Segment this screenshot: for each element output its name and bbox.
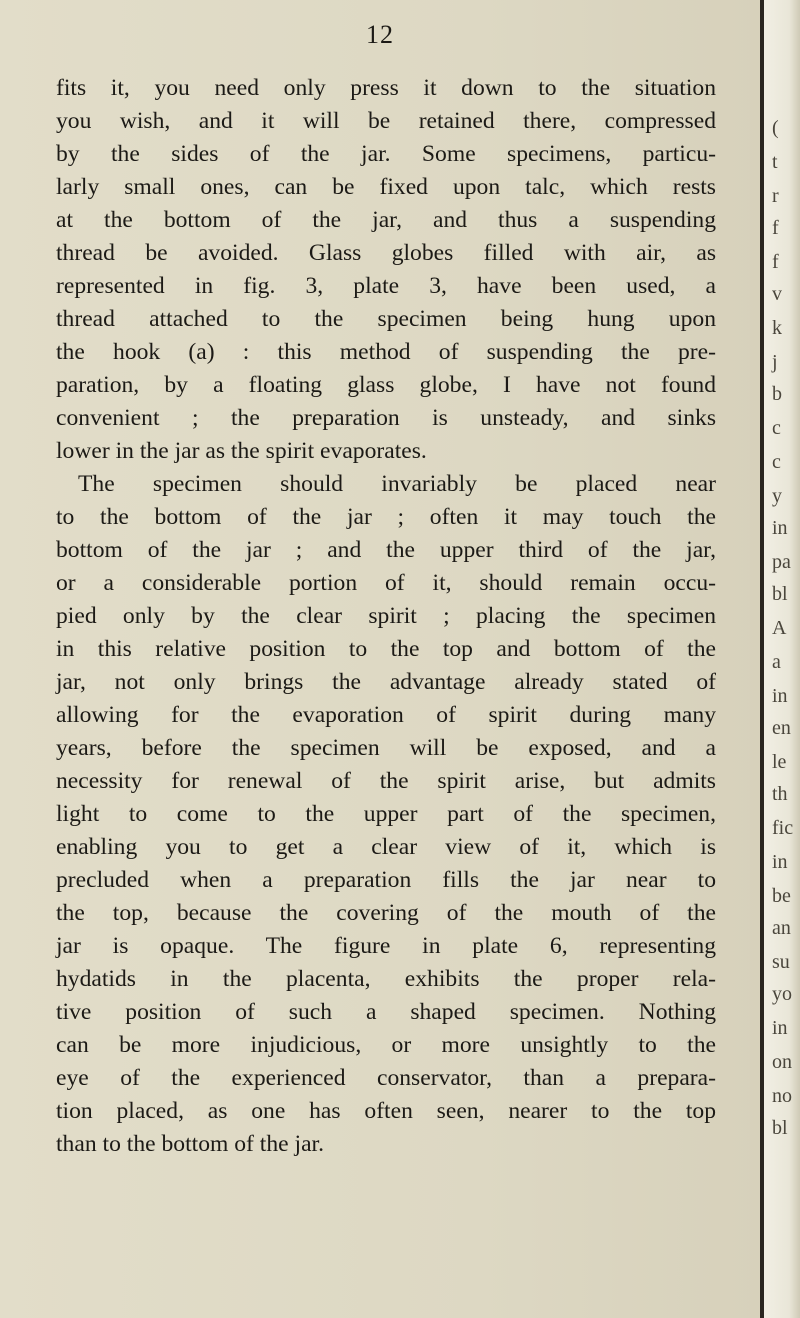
text-line: fits it, you need only press it down to the situation	[56, 75, 716, 101]
text-line: tion placed, as one has often seen, nearer to the top	[56, 1098, 716, 1124]
edge-fragment: su	[772, 951, 790, 973]
text-line: bottom of the jar ; and the upper third of the jar,	[56, 537, 716, 563]
edge-fragment: in	[772, 1017, 788, 1039]
text-line: The specimen should invariably be placed near	[78, 471, 716, 497]
edge-fragment: c	[772, 417, 781, 439]
edge-fragment: v	[772, 283, 782, 305]
edge-fragment: (	[772, 117, 779, 139]
edge-fragment: a	[772, 651, 781, 673]
text-line: paration, by a floating glass globe, I have not found	[56, 372, 716, 398]
edge-fragment: yo	[772, 983, 792, 1005]
text-line: tive position of such a shaped specimen. Nothing	[56, 999, 716, 1025]
text-line: than to the bottom of the jar.	[56, 1131, 324, 1157]
edge-fragment: j	[772, 351, 778, 373]
text-line: enabling you to get a clear view of it, which is	[56, 834, 716, 860]
text-line: to the bottom of the jar ; often it may touch the	[56, 504, 716, 530]
text-line: pied only by the clear spirit ; placing the specimen	[56, 603, 716, 629]
text-line: you wish, and it will be retained there, compressed	[56, 108, 716, 134]
text-line: thread attached to the specimen being hung upon	[56, 306, 716, 332]
text-line: the hook (a) : this method of suspending the pre-	[56, 339, 716, 365]
edge-fragment: c	[772, 451, 781, 473]
edge-fragment: bl	[772, 583, 788, 605]
text-line: necessity for renewal of the spirit arise, but admits	[56, 768, 716, 794]
edge-fragment: bl	[772, 1117, 788, 1139]
edge-fragment: in	[772, 517, 788, 539]
edge-fragment: t	[772, 151, 778, 173]
text-line: jar, not only brings the advantage already stated of	[56, 669, 716, 695]
edge-fragment: f	[772, 217, 779, 239]
edge-fragment: A	[772, 617, 787, 639]
text-line: larly small ones, can be fixed upon talc, which rests	[56, 174, 716, 200]
text-line: the top, because the covering of the mouth of the	[56, 900, 716, 926]
text-line: by the sides of the jar. Some specimens, particu-	[56, 141, 716, 167]
text-line: jar is opaque. The figure in plate 6, representing	[56, 933, 716, 959]
text-line: thread be avoided. Glass globes filled with air, as	[56, 240, 716, 266]
text-line: convenient ; the preparation is unsteady, and sinks	[56, 405, 716, 431]
text-line: precluded when a preparation fills the jar near to	[56, 867, 716, 893]
edge-fragment: no	[772, 1085, 792, 1107]
edge-fragment: fic	[772, 817, 794, 839]
edge-fragment: in	[772, 851, 788, 873]
edge-fragment: k	[772, 317, 782, 339]
text-line: years, before the specimen will be exposed, and a	[56, 735, 716, 761]
edge-fragment: b	[772, 383, 782, 405]
text-line: or a considerable portion of it, should remain occu-	[56, 570, 716, 596]
edge-fragment: f	[772, 251, 779, 273]
text-line: at the bottom of the jar, and thus a suspending	[56, 207, 716, 233]
text-line: represented in fig. 3, plate 3, have been used, a	[56, 273, 716, 299]
text-line: eye of the experienced conservator, than a prepara-	[56, 1065, 716, 1091]
adjacent-page-edge	[764, 0, 800, 1318]
edge-fragment: in	[772, 685, 788, 707]
text-line: allowing for the evaporation of spirit during many	[56, 702, 716, 728]
edge-fragment: on	[772, 1051, 792, 1073]
body-text	[56, 72, 716, 1161]
text-line: lower in the jar as the spirit evaporates.	[56, 438, 427, 464]
edge-fragment: th	[772, 783, 788, 805]
text-line: hydatids in the placenta, exhibits the proper rela-	[56, 966, 716, 992]
edge-fragment: be	[772, 885, 791, 907]
edge-fragment: r	[772, 185, 779, 207]
page-number: 12	[366, 20, 394, 49]
text-line: in this relative position to the top and bottom of the	[56, 636, 716, 662]
edge-fragment: en	[772, 717, 791, 739]
text-line: light to come to the upper part of the specimen,	[56, 801, 716, 827]
edge-fragment: le	[772, 751, 787, 773]
text-line: can be more injudicious, or more unsightly to the	[56, 1032, 716, 1058]
edge-fragment: an	[772, 917, 791, 939]
edge-fragment: y	[772, 485, 782, 507]
edge-fragment: pa	[772, 551, 791, 573]
